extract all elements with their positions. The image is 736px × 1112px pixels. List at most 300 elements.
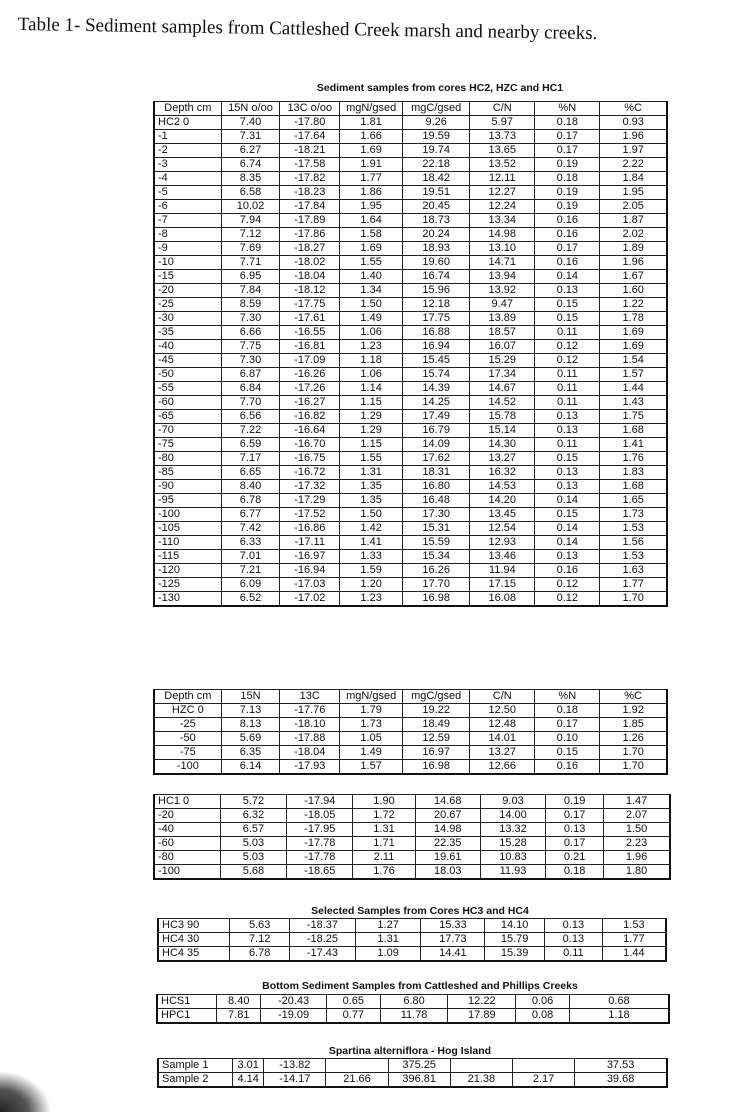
table-cell: -17.43 <box>290 947 356 962</box>
table-cell: 20.45 <box>403 200 470 214</box>
table-cell: 1.34 <box>340 284 403 298</box>
table-cell: -18.65 <box>287 865 353 880</box>
table-cell: -17.84 <box>280 200 340 214</box>
table-cell: 15.45 <box>403 354 470 368</box>
table-cell: 1.95 <box>600 186 667 200</box>
table-spartina <box>157 1058 668 1088</box>
row-label: -30 <box>154 312 221 326</box>
table-cell: 7.69 <box>221 242 280 256</box>
table-cell: -16.70 <box>280 438 340 452</box>
table-cell: -18.25 <box>290 933 356 947</box>
table-cell: 1.76 <box>353 865 415 880</box>
table-cell: 17.73 <box>421 933 485 947</box>
row-label: -35 <box>154 326 221 340</box>
table-cell: 1.79 <box>340 704 403 718</box>
table-cell: -18.21 <box>280 144 340 158</box>
table-cell: 0.16 <box>535 256 600 270</box>
table-cell: -18.27 <box>280 242 340 256</box>
table-cell: 6.87 <box>221 368 280 382</box>
table-cell: 1.23 <box>340 340 403 354</box>
table-cell: 0.06 <box>516 995 570 1009</box>
table-cell: 1.26 <box>600 732 667 746</box>
table-cell: 14.20 <box>470 494 535 508</box>
table-cell: 12.59 <box>403 732 470 746</box>
table-row <box>154 298 667 312</box>
table-row <box>154 732 667 746</box>
table-cell: 0.15 <box>535 452 600 466</box>
table-cell: 12.50 <box>470 704 535 718</box>
table-cell: 16.79 <box>403 424 470 438</box>
table-cell: 6.80 <box>380 995 448 1009</box>
table-cell: 15.31 <box>403 522 470 536</box>
table-cell: 1.31 <box>353 823 415 837</box>
table-cell: 19.51 <box>403 186 470 200</box>
table-row <box>158 933 666 947</box>
table-row <box>154 809 670 823</box>
table-cell: 6.56 <box>221 410 280 424</box>
table-cell: -17.78 <box>287 851 353 865</box>
table-row <box>154 494 667 508</box>
table-row <box>154 522 667 536</box>
row-label: Sample 1 <box>158 1059 233 1073</box>
table-cell: 1.56 <box>600 536 667 550</box>
table-row <box>154 368 667 382</box>
table-row <box>154 284 667 298</box>
table-row <box>154 242 667 256</box>
table-cell: 12.22 <box>448 995 516 1009</box>
table-cell: 7.31 <box>221 130 280 144</box>
table-cell: 15.28 <box>480 837 545 851</box>
table-cell: 0.11 <box>535 382 600 396</box>
table-cell: 19.60 <box>403 256 470 270</box>
table-cell: 7.17 <box>221 452 280 466</box>
table-cell: 7.30 <box>221 354 280 368</box>
table-cell: 10.02 <box>221 200 280 214</box>
table-cell: 1.57 <box>340 760 403 775</box>
row-label: -90 <box>154 480 221 494</box>
table-cell: 1.70 <box>600 746 667 760</box>
column-header: %N <box>535 102 600 116</box>
table-cell: 1.23 <box>340 592 403 607</box>
row-label: -8 <box>154 228 221 242</box>
table6-caption: Spartina alterniflora - Hog Island <box>328 1045 492 1057</box>
table-cell: 13.65 <box>470 144 535 158</box>
table-cell: 12.66 <box>470 760 535 775</box>
table-cell: 7.13 <box>221 704 280 718</box>
table-cell: 1.96 <box>600 256 667 270</box>
table-cell: 16.88 <box>403 326 470 340</box>
table-cell: -18.10 <box>280 718 340 732</box>
table-cell: 16.08 <box>470 592 535 607</box>
table-cell: 7.40 <box>221 116 280 130</box>
table-row <box>154 340 667 354</box>
table-cell: 1.81 <box>340 116 403 130</box>
table-cell: 1.15 <box>340 396 403 410</box>
table-cell: 17.75 <box>403 312 470 326</box>
table-cell: 13.46 <box>470 550 535 564</box>
table-cell: 11.94 <box>470 564 535 578</box>
table-cell: 14.67 <box>470 382 535 396</box>
table-cell: 21.66 <box>326 1073 388 1088</box>
table-cell: 1.60 <box>600 284 667 298</box>
table-cell: 0.18 <box>546 865 604 880</box>
table-cell: 1.63 <box>600 564 667 578</box>
table-cell: 1.43 <box>600 396 667 410</box>
table-cell: -17.52 <box>280 508 340 522</box>
table-cell: 6.95 <box>221 270 280 284</box>
row-label: -10 <box>154 256 221 270</box>
table-cell: 1.47 <box>604 795 670 809</box>
table-row <box>154 396 667 410</box>
table-cell: 0.13 <box>535 424 600 438</box>
table-cell: 5.63 <box>230 919 290 933</box>
table-row <box>154 704 667 718</box>
table-cell: 0.13 <box>546 823 604 837</box>
table-cell: 1.49 <box>340 746 403 760</box>
table-cell: 15.79 <box>485 933 545 947</box>
table-cell: 0.19 <box>535 158 600 172</box>
table-cell: 6.78 <box>230 947 290 962</box>
table-cell: 1.41 <box>600 438 667 452</box>
table-cell: 6.59 <box>221 438 280 452</box>
row-label: -3 <box>154 158 221 172</box>
table-row <box>154 116 667 130</box>
row-label: -110 <box>154 536 221 550</box>
table-cell: 20.24 <box>403 228 470 242</box>
table-cell: 1.95 <box>340 200 403 214</box>
table-row <box>158 1059 667 1073</box>
table-core-hc1 <box>153 794 671 880</box>
table-cores-hc3-hc4 <box>157 918 667 962</box>
row-label: -4 <box>154 172 221 186</box>
row-label: -105 <box>154 522 221 536</box>
table-cell: 0.13 <box>535 550 600 564</box>
table-cell: 0.16 <box>535 760 600 775</box>
table-row <box>154 865 670 880</box>
table-cell: 19.59 <box>403 130 470 144</box>
table-cell: 1.87 <box>600 214 667 228</box>
table-cell: 3.01 <box>233 1059 264 1073</box>
table-cell: 0.14 <box>535 494 600 508</box>
table-row <box>154 228 667 242</box>
table-cell: 8.40 <box>221 480 280 494</box>
table-cell: 12.54 <box>470 522 535 536</box>
table-row <box>157 995 669 1009</box>
table-cell: 1.41 <box>340 536 403 550</box>
table-cell: 14.09 <box>403 438 470 452</box>
table-cell: 17.62 <box>403 452 470 466</box>
row-label: HPC1 <box>157 1009 217 1024</box>
table-cell: 17.70 <box>403 578 470 592</box>
table-cell: 1.35 <box>340 494 403 508</box>
table-cell: 19.22 <box>403 704 470 718</box>
table-cell: 21.38 <box>450 1073 512 1088</box>
row-label: -115 <box>154 550 221 564</box>
row-label: -85 <box>154 466 221 480</box>
table-cell: 13.27 <box>470 746 535 760</box>
table-cell: 14.25 <box>403 396 470 410</box>
table-cell: -18.04 <box>280 270 340 284</box>
table-cell: 0.77 <box>326 1009 380 1024</box>
table-cell: 2.17 <box>512 1073 574 1088</box>
table-cell: 14.01 <box>470 732 535 746</box>
table-cell: 11.78 <box>380 1009 448 1024</box>
table-cell: 0.11 <box>545 947 603 962</box>
table-cell: 1.06 <box>340 326 403 340</box>
table-cell: 12.18 <box>403 298 470 312</box>
table-row <box>154 718 667 732</box>
table-cell: 0.17 <box>546 809 604 823</box>
row-label: -100 <box>154 508 221 522</box>
table-cell: -17.89 <box>280 214 340 228</box>
table-cell: 1.31 <box>340 466 403 480</box>
table-cell: 5.69 <box>221 732 280 746</box>
table-cell: 1.91 <box>340 158 403 172</box>
row-label: -100 <box>154 760 221 775</box>
table-cell: 1.70 <box>600 592 667 607</box>
table-cell: 0.13 <box>535 410 600 424</box>
table-cell: 12.24 <box>470 200 535 214</box>
table-cell: -17.93 <box>280 760 340 775</box>
table-cell: 1.53 <box>600 550 667 564</box>
table-cell: 1.44 <box>602 947 666 962</box>
table-cell: 13.92 <box>470 284 535 298</box>
table-cell: 0.08 <box>516 1009 570 1024</box>
table-cell: 16.98 <box>403 760 470 775</box>
table-cell: 15.74 <box>403 368 470 382</box>
table-cell: 0.21 <box>546 851 604 865</box>
row-label: -15 <box>154 270 221 284</box>
row-label: -60 <box>154 396 221 410</box>
table-cell: 14.52 <box>470 396 535 410</box>
table-cell: 1.64 <box>340 214 403 228</box>
table-cell: 0.16 <box>535 228 600 242</box>
table-cell: 6.52 <box>221 592 280 607</box>
table-cell: 22.18 <box>403 158 470 172</box>
table-cell: -20.43 <box>261 995 327 1009</box>
table-cell: 7.21 <box>221 564 280 578</box>
table-cell: 13.89 <box>470 312 535 326</box>
table-cell: 1.22 <box>600 298 667 312</box>
table-cell: 6.27 <box>221 144 280 158</box>
table-cell: 7.12 <box>221 228 280 242</box>
table-cell: 1.89 <box>600 242 667 256</box>
table-cell: 11.93 <box>480 865 545 880</box>
row-label: -25 <box>154 718 221 732</box>
table-cell: -16.86 <box>280 522 340 536</box>
table-cell: -17.94 <box>287 795 353 809</box>
table-cell: 0.13 <box>545 933 603 947</box>
table-cell: 16.32 <box>470 466 535 480</box>
table-row <box>154 172 667 186</box>
table-cell: 12.27 <box>470 186 535 200</box>
table-cell: 2.11 <box>353 851 415 865</box>
table-row <box>154 186 667 200</box>
row-label: -25 <box>154 298 221 312</box>
row-label: -20 <box>154 284 221 298</box>
table-row <box>154 354 667 368</box>
table-cell: 0.16 <box>535 214 600 228</box>
table-cell: 0.13 <box>535 480 600 494</box>
table-cell: 0.12 <box>535 578 600 592</box>
table-cell: 1.69 <box>340 144 403 158</box>
table-cell: 1.73 <box>600 508 667 522</box>
table-row <box>154 823 670 837</box>
table-cell: 1.06 <box>340 368 403 382</box>
table-cell: -16.26 <box>280 368 340 382</box>
table-cell: 18.03 <box>415 865 480 880</box>
row-label: -40 <box>154 823 220 837</box>
table-cell: 39.68 <box>575 1073 667 1088</box>
table-cell: 6.33 <box>221 536 280 550</box>
table-cell: -17.26 <box>280 382 340 396</box>
table-cell: -16.72 <box>280 466 340 480</box>
table-cell: 19.74 <box>403 144 470 158</box>
table-row <box>154 466 667 480</box>
table-cell: -17.86 <box>280 228 340 242</box>
row-label: -125 <box>154 578 221 592</box>
table-cell: -14.17 <box>264 1073 326 1088</box>
table-row <box>158 919 666 933</box>
table-cell: 0.19 <box>535 186 600 200</box>
table-cell: 0.18 <box>535 172 600 186</box>
table-cell: 6.65 <box>221 466 280 480</box>
table-cell: 1.86 <box>340 186 403 200</box>
table-cell: 13.94 <box>470 270 535 284</box>
table-cell: 1.42 <box>340 522 403 536</box>
table-row <box>154 564 667 578</box>
table-row <box>154 214 667 228</box>
table-row <box>154 144 667 158</box>
table-cell: 1.53 <box>602 919 666 933</box>
scan-shadow <box>0 1072 50 1112</box>
table-cell: -16.55 <box>280 326 340 340</box>
table-cell: 15.29 <box>470 354 535 368</box>
table-cell: 1.69 <box>340 242 403 256</box>
table-cell: 18.31 <box>403 466 470 480</box>
table-cell: 0.11 <box>535 326 600 340</box>
table-cell: 12.11 <box>470 172 535 186</box>
row-label: -80 <box>154 452 221 466</box>
table-cell: 1.14 <box>340 382 403 396</box>
table-cell: 1.50 <box>604 823 670 837</box>
table-cell: 1.55 <box>340 452 403 466</box>
table-cell: -17.75 <box>280 298 340 312</box>
table-cell: 1.29 <box>340 424 403 438</box>
table-cell: 13.27 <box>470 452 535 466</box>
column-header: 15N <box>221 690 280 704</box>
table-row <box>154 270 667 284</box>
table-cell: -17.11 <box>280 536 340 550</box>
table-cell: -17.61 <box>280 312 340 326</box>
table-row <box>154 410 667 424</box>
table-cell: 0.19 <box>535 200 600 214</box>
table-cell: 5.68 <box>220 865 286 880</box>
table-cell: 16.94 <box>403 340 470 354</box>
table-cell: 0.17 <box>535 130 600 144</box>
table-cell: 1.05 <box>340 732 403 746</box>
table-cell: 15.78 <box>470 410 535 424</box>
table-cell: 1.78 <box>600 312 667 326</box>
row-label: -70 <box>154 424 221 438</box>
table-row <box>154 424 667 438</box>
table-cell: 14.53 <box>470 480 535 494</box>
table-cell: 14.41 <box>421 947 485 962</box>
table-cell: -17.78 <box>287 837 353 851</box>
table-cell: 0.11 <box>535 438 600 452</box>
table-cell: 19.61 <box>415 851 480 865</box>
table-cell: 1.72 <box>353 809 415 823</box>
table4-caption: Selected Samples from Cores HC3 and HC4 <box>311 905 529 917</box>
table-cell: 5.97 <box>470 116 535 130</box>
table-cell: -16.64 <box>280 424 340 438</box>
table-cell: 0.16 <box>535 564 600 578</box>
table-cell: 1.80 <box>604 865 670 880</box>
table-cell: 0.18 <box>535 704 600 718</box>
table-cell: 17.15 <box>470 578 535 592</box>
table-cell: -16.94 <box>280 564 340 578</box>
column-header: mgN/gsed <box>340 102 403 116</box>
table-row <box>154 326 667 340</box>
table-cell: 1.49 <box>340 312 403 326</box>
table-cell: 14.39 <box>403 382 470 396</box>
table-cell: -17.03 <box>280 578 340 592</box>
table-cell: -17.29 <box>280 494 340 508</box>
table-row <box>157 1009 669 1024</box>
table-cell: 1.33 <box>340 550 403 564</box>
table-cell: 8.59 <box>221 298 280 312</box>
table-cell: 13.73 <box>470 130 535 144</box>
table-row <box>154 130 667 144</box>
table-cell: 1.58 <box>340 228 403 242</box>
table-row <box>154 382 667 396</box>
row-label: -50 <box>154 732 221 746</box>
table-cell: 7.12 <box>230 933 290 947</box>
table-cell: 12.93 <box>470 536 535 550</box>
table-cell: 1.76 <box>600 452 667 466</box>
table-cell: 1.18 <box>340 354 403 368</box>
column-header: 15N o/oo <box>221 102 280 116</box>
table-cell: 7.70 <box>221 396 280 410</box>
table-cell: 1.96 <box>604 851 670 865</box>
table-cell: 2.05 <box>600 200 667 214</box>
table-row <box>154 837 670 851</box>
table-cell: 13.45 <box>470 508 535 522</box>
column-header: mgC/gsed <box>403 690 470 704</box>
table-cell: 0.18 <box>535 116 600 130</box>
table-row <box>154 760 667 775</box>
table-cell: 7.75 <box>221 340 280 354</box>
table-cell: 18.42 <box>403 172 470 186</box>
table-cell: 0.17 <box>535 718 600 732</box>
table-cell: 0.19 <box>546 795 604 809</box>
row-label: -50 <box>154 368 221 382</box>
table-cell: 0.17 <box>546 837 604 851</box>
table-bottom-sediment <box>156 994 670 1024</box>
table-cell: 1.59 <box>340 564 403 578</box>
row-label: HZC 0 <box>154 704 221 718</box>
table-cell: 14.98 <box>470 228 535 242</box>
table-cell: 1.50 <box>340 298 403 312</box>
table-cell: 1.77 <box>602 933 666 947</box>
table-cell: 15.34 <box>403 550 470 564</box>
table-cell: 1.44 <box>600 382 667 396</box>
table-cell: 0.17 <box>535 242 600 256</box>
table-cell: 1.31 <box>355 933 421 947</box>
table-cell: 6.77 <box>221 508 280 522</box>
table-row <box>154 452 667 466</box>
row-label: -100 <box>154 865 220 880</box>
